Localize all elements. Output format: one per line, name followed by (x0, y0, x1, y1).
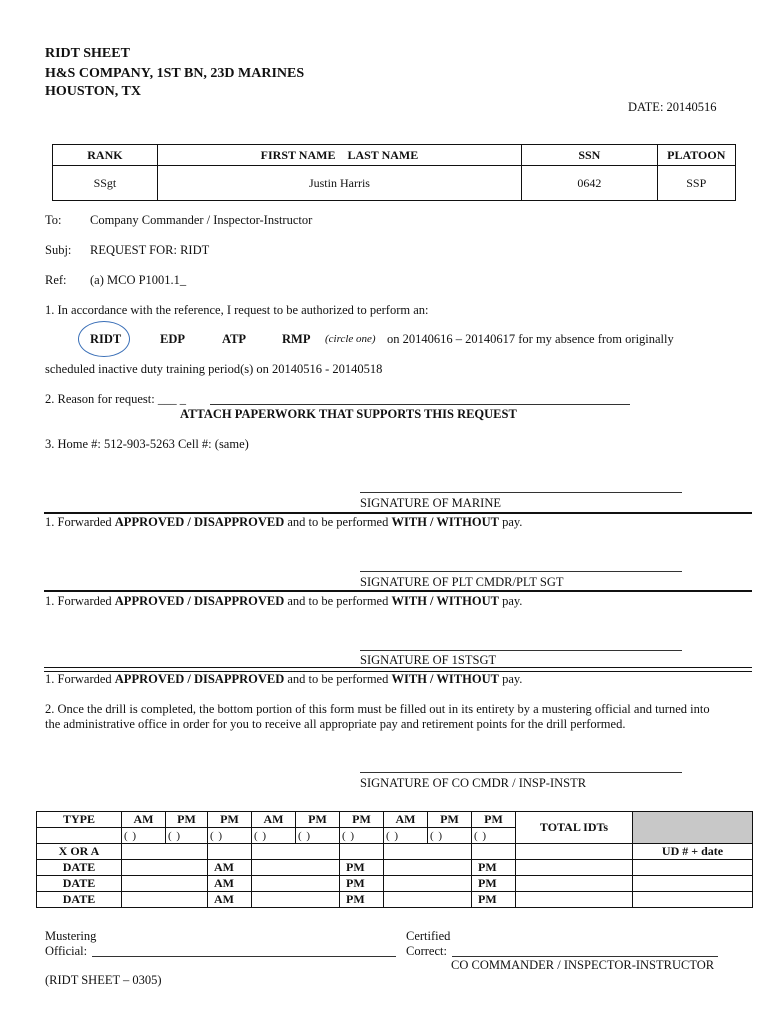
forward-suffix: pay. (498, 594, 523, 608)
date-cell[interactable] (384, 892, 472, 908)
period-paren[interactable]: ( ) (472, 828, 516, 844)
mustering-signature-line[interactable] (92, 956, 396, 957)
member-info-table (52, 144, 736, 201)
certified-label-1: Certified (406, 929, 451, 943)
period-paren[interactable]: ( ) (296, 828, 340, 844)
am-label: AM (208, 876, 252, 892)
member-info-header-row (53, 145, 736, 166)
forward-suffix: pay. (498, 515, 523, 529)
para1-text: 1. In accordance with the reference, I request to be authorized to perform an: (45, 303, 429, 317)
platoon-header: PLATOON (657, 145, 735, 166)
paren-blank (37, 828, 122, 844)
option-edp: EDP (160, 332, 185, 346)
period-paren[interactable]: ( ) (428, 828, 472, 844)
certified-signature-line[interactable] (452, 956, 718, 957)
form-id: (RIDT SHEET – 0305) (45, 973, 162, 987)
option-atp: ATP (222, 332, 247, 346)
total-idts-cell[interactable] (516, 876, 633, 892)
date-cell[interactable] (252, 876, 340, 892)
forward-middle: and to be performed (284, 515, 392, 529)
section-rule-2 (44, 590, 752, 592)
forward-prefix: 1. Forwarded (45, 515, 115, 529)
co-commander-label: CO COMMANDER / INSPECTOR-INSTRUCTOR (451, 958, 715, 972)
forward-approved: APPROVED / DISAPPROVED (114, 672, 285, 686)
pm-label: PM (340, 892, 384, 908)
date-cell[interactable] (122, 892, 208, 908)
date-cell[interactable] (252, 892, 340, 908)
para1-tail: on 20140616 – 20140617 for my absence from originally (387, 332, 674, 346)
unit-location: HOUSTON, TX (45, 84, 141, 99)
period-paren[interactable]: ( ) (166, 828, 208, 844)
xora-cell[interactable] (384, 844, 472, 860)
member-info-row (53, 166, 736, 201)
first-sgt-signature-label: SIGNATURE OF 1STSGT (360, 653, 497, 667)
period-header: PM (340, 812, 384, 828)
date-label-cell: DATE (37, 892, 122, 908)
ssn-value: 0642 (522, 166, 657, 201)
forward-line-3 (45, 672, 522, 687)
unit-name: H&S COMPANY, 1ST BN, 23D MARINES (45, 66, 305, 81)
xora-label: X OR A (37, 844, 122, 860)
para2-text: 2. Reason for request: ___ _ (45, 392, 186, 406)
type-header: TYPE (37, 812, 122, 828)
date-label: DATE: (628, 100, 664, 114)
pm-label: PM (472, 860, 516, 876)
total-idts-cell[interactable] (516, 892, 633, 908)
certified-label-2: Correct: (406, 944, 447, 958)
pm-label: PM (340, 876, 384, 892)
pm-label: PM (340, 860, 384, 876)
forward-middle: and to be performed (284, 672, 392, 686)
period-header: AM (384, 812, 428, 828)
reason-line (210, 404, 630, 405)
period-header: PM (296, 812, 340, 828)
section-rule-1 (44, 512, 752, 514)
total-idts-cell[interactable] (516, 860, 633, 876)
option-rmp: RMP (282, 332, 311, 346)
rank-header: RANK (53, 145, 158, 166)
xora-cell[interactable] (252, 844, 340, 860)
drill-date-row (37, 876, 753, 892)
period-paren[interactable]: ( ) (384, 828, 428, 844)
name-header: FIRST NAME LAST NAME (157, 145, 521, 166)
drill-date-row (37, 892, 753, 908)
to-value: Company Commander / Inspector-Instructor (90, 213, 313, 227)
drill-header-row (37, 812, 753, 828)
plt-signature-line (360, 571, 682, 572)
name-value: Justin Harris (157, 166, 521, 201)
am-label: AM (208, 860, 252, 876)
period-header: AM (252, 812, 296, 828)
attach-note: ATTACH PAPERWORK THAT SUPPORTS THIS REQUEST (180, 407, 517, 421)
forward-line-1 (45, 515, 522, 530)
first-sgt-signature-line (360, 650, 682, 651)
subj-label: Subj: (45, 243, 72, 257)
period-header: PM (208, 812, 252, 828)
date-cell[interactable] (384, 876, 472, 892)
period-header: AM (122, 812, 166, 828)
xora-cell[interactable] (340, 844, 384, 860)
rank-value: SSgt (53, 166, 158, 201)
period-header: PM (472, 812, 516, 828)
to-label: To: (45, 213, 62, 227)
circle-one-note: (circle one) (325, 333, 376, 345)
am-label: AM (208, 892, 252, 908)
period-paren[interactable]: ( ) (340, 828, 384, 844)
pm-label: PM (472, 892, 516, 908)
ref-value: (a) MCO P1001.1_ (90, 273, 187, 287)
drill-date-row (37, 860, 753, 876)
total-idts-shaded-cell (633, 812, 753, 844)
ref-label: Ref: (45, 273, 67, 287)
ud-label: UD # + date (633, 844, 753, 860)
subj-value: REQUEST FOR: RIDT (90, 243, 210, 257)
option-ridt: RIDT (90, 332, 122, 346)
forward-approved: APPROVED / DISAPPROVED (114, 515, 285, 529)
forward-with: WITH / WITHOUT (391, 594, 499, 608)
mustering-label-2: Official: (45, 944, 88, 958)
ud-cell[interactable] (633, 876, 753, 892)
forward-prefix: 1. Forwarded (45, 594, 115, 608)
date-label-cell: DATE (37, 876, 122, 892)
drill-instructions: 2. Once the drill is completed, the bottom portion of this form must be filled out in its entirety by a mustering official and turned into the administrative office in order for you to receive all appropriate pay and retirement points for the drill performed. (45, 702, 710, 731)
forward-approved: APPROVED / DISAPPROVED (114, 594, 285, 608)
date-cell[interactable] (252, 860, 340, 876)
forward-with: WITH / WITHOUT (391, 672, 499, 686)
forward-line-2 (45, 594, 522, 609)
forward-with: WITH / WITHOUT (391, 515, 499, 529)
co-signature-label: SIGNATURE OF CO CMDR / INSP-INSTR (360, 776, 587, 790)
date-field (628, 100, 717, 115)
date-cell[interactable] (384, 860, 472, 876)
date-cell[interactable] (122, 876, 208, 892)
drill-xora-row (37, 844, 753, 860)
date-value: 20140516 (666, 100, 717, 114)
total-idts-header: TOTAL IDTs (516, 812, 633, 844)
xora-cell[interactable] (122, 844, 208, 860)
period-header: PM (166, 812, 208, 828)
plt-signature-label: SIGNATURE OF PLT CMDR/PLT SGT (360, 575, 564, 589)
para3-text: 3. Home #: 512-903-5263 Cell #: (same) (45, 437, 249, 451)
forward-middle: and to be performed (284, 594, 392, 608)
xora-cell[interactable] (208, 844, 252, 860)
co-signature-line (360, 772, 682, 773)
period-header: PM (428, 812, 472, 828)
date-cell[interactable] (122, 860, 208, 876)
marine-signature-line (360, 492, 682, 493)
pm-label: PM (472, 876, 516, 892)
period-paren[interactable]: ( ) (252, 828, 296, 844)
ud-cell[interactable] (633, 860, 753, 876)
para1-line2: scheduled inactive duty training period(s) on 20140516 - 20140518 (45, 362, 383, 376)
period-paren[interactable]: ( ) (208, 828, 252, 844)
period-paren[interactable]: ( ) (122, 828, 166, 844)
marine-signature-label: SIGNATURE OF MARINE (360, 496, 501, 510)
forward-suffix: pay. (498, 672, 523, 686)
form-title: RIDT SHEET (45, 46, 130, 61)
mustering-label-1: Mustering (45, 929, 97, 943)
ud-cell[interactable] (633, 892, 753, 908)
drill-table (36, 811, 753, 908)
total-idts-cell[interactable] (516, 844, 633, 860)
ssn-header: SSN (522, 145, 657, 166)
platoon-value: SSP (657, 166, 735, 201)
date-label-cell: DATE (37, 860, 122, 876)
forward-prefix: 1. Forwarded (45, 672, 115, 686)
xora-cell[interactable] (472, 844, 516, 860)
